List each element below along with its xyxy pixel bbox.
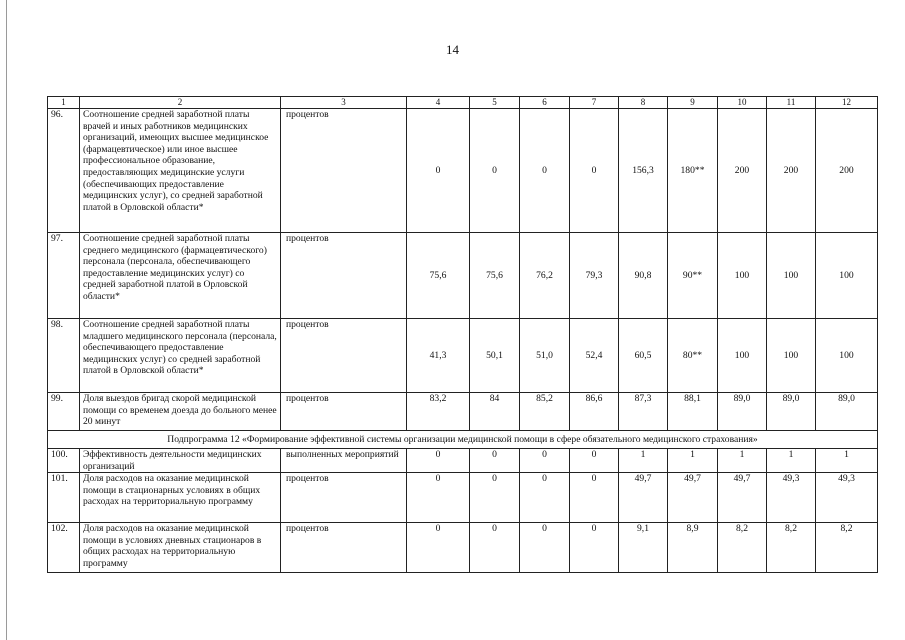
- indicator-name: Доля расходов на оказание медицинской помощи в стационарных условиях в общих расходах на территориальную программу: [80, 473, 281, 523]
- indicator-row: [48, 393, 878, 431]
- indicator-row: [48, 473, 878, 523]
- value-cell: 0: [570, 473, 619, 523]
- value-cell: 1: [767, 449, 816, 473]
- unit-of-measure: процентов: [281, 233, 407, 319]
- value-cell: 1: [816, 449, 878, 473]
- value-cell: 0: [570, 109, 619, 233]
- indicator-name: Соотношение средней заработной платы среднего медицинского (фармацевтического) персонала (персонала, обеспечивающего предоставление медицинских услуг) со средней заработной платой в Орловской области*: [80, 233, 281, 319]
- row-number: 99.: [48, 393, 80, 431]
- column-number: 3: [281, 97, 407, 109]
- value-cell: 89,0: [767, 393, 816, 431]
- value-cell: 51,0: [520, 319, 570, 393]
- indicator-name: Эффективность деятельности медицинских организаций: [80, 449, 281, 473]
- value-cell: 100: [816, 233, 878, 319]
- value-cell: 100: [718, 233, 767, 319]
- value-cell: 89,0: [718, 393, 767, 431]
- column-number: 8: [619, 97, 668, 109]
- value-cell: 0: [570, 523, 619, 573]
- value-cell: 49,3: [816, 473, 878, 523]
- value-cell: 41,3: [407, 319, 470, 393]
- unit-of-measure: выполненных мероприятий: [281, 449, 407, 473]
- value-cell: 0: [407, 523, 470, 573]
- indicator-name: Соотношение средней заработной платы младшего медицинского персонала (персонала, обеспечивающего предоставление медицинских услуг) со средней заработной платой в Орловской области*: [80, 319, 281, 393]
- value-cell: 89,0: [816, 393, 878, 431]
- column-number: 1: [48, 97, 80, 109]
- subprogram-row: [48, 431, 878, 449]
- unit-of-measure: процентов: [281, 523, 407, 573]
- value-cell: 0: [407, 473, 470, 523]
- indicator-name: Доля выездов бригад скорой медицинской помощи со временем доезда до больного менее 20 минут: [80, 393, 281, 431]
- value-cell: 0: [470, 449, 520, 473]
- indicator-row: [48, 319, 878, 393]
- value-cell: 0: [407, 109, 470, 233]
- value-cell: 180**: [668, 109, 718, 233]
- value-cell: 86,6: [570, 393, 619, 431]
- row-number: 102.: [48, 523, 80, 573]
- value-cell: 90,8: [619, 233, 668, 319]
- value-cell: 1: [718, 449, 767, 473]
- unit-of-measure: процентов: [281, 473, 407, 523]
- value-cell: 83,2: [407, 393, 470, 431]
- column-number: 7: [570, 97, 619, 109]
- column-number: 5: [470, 97, 520, 109]
- value-cell: 8,2: [767, 523, 816, 573]
- value-cell: 85,2: [520, 393, 570, 431]
- value-cell: 0: [570, 449, 619, 473]
- value-cell: 52,4: [570, 319, 619, 393]
- row-number: 97.: [48, 233, 80, 319]
- column-number: 12: [816, 97, 878, 109]
- value-cell: 0: [470, 473, 520, 523]
- value-cell: 49,7: [619, 473, 668, 523]
- value-cell: 76,2: [520, 233, 570, 319]
- column-number: 2: [80, 97, 281, 109]
- value-cell: 100: [767, 233, 816, 319]
- value-cell: 49,7: [668, 473, 718, 523]
- column-number: 4: [407, 97, 470, 109]
- value-cell: 88,1: [668, 393, 718, 431]
- value-cell: 87,3: [619, 393, 668, 431]
- subprogram-title: Подпрограмма 12 «Формирование эффективной системы организации медицинской помощи в сфере обязательного медицинского страхования»: [48, 431, 878, 449]
- indicator-row: [48, 449, 878, 473]
- unit-of-measure: процентов: [281, 109, 407, 233]
- value-cell: 90**: [668, 233, 718, 319]
- value-cell: 0: [470, 523, 520, 573]
- value-cell: 1: [668, 449, 718, 473]
- indicators-table: [47, 96, 878, 573]
- value-cell: 80**: [668, 319, 718, 393]
- value-cell: 49,3: [767, 473, 816, 523]
- column-number: 6: [520, 97, 570, 109]
- value-cell: 156,3: [619, 109, 668, 233]
- value-cell: 0: [407, 449, 470, 473]
- value-cell: 8,2: [718, 523, 767, 573]
- row-number: 101.: [48, 473, 80, 523]
- unit-of-measure: процентов: [281, 319, 407, 393]
- column-number: 9: [668, 97, 718, 109]
- value-cell: 200: [767, 109, 816, 233]
- value-cell: 1: [619, 449, 668, 473]
- unit-of-measure: процентов: [281, 393, 407, 431]
- indicator-name: Доля расходов на оказание медицинской помощи в условиях дневных стационаров в общих расходах на территориальную программу: [80, 523, 281, 573]
- indicator-row: [48, 109, 878, 233]
- page-number: 14: [446, 42, 459, 57]
- value-cell: 8,2: [816, 523, 878, 573]
- value-cell: 0: [520, 523, 570, 573]
- value-cell: 200: [816, 109, 878, 233]
- indicator-row: [48, 523, 878, 573]
- value-cell: 79,3: [570, 233, 619, 319]
- row-number: 96.: [48, 109, 80, 233]
- page-left-edge: [6, 0, 7, 640]
- indicator-name: Соотношение средней заработной платы врачей и иных работников медицинских организаций, имеющих высшее медицинское (фармацевтическое) или иное высшее профессиональное образование, предоставляющих медицинские услуги (обеспечивающих предоставление медицинских услуг), со средней заработной платой в Орловской области*: [80, 109, 281, 233]
- value-cell: 0: [520, 449, 570, 473]
- column-number: 11: [767, 97, 816, 109]
- value-cell: 9,1: [619, 523, 668, 573]
- value-cell: 75,6: [470, 233, 520, 319]
- value-cell: 0: [520, 473, 570, 523]
- value-cell: 50,1: [470, 319, 520, 393]
- value-cell: 0: [470, 109, 520, 233]
- value-cell: 200: [718, 109, 767, 233]
- row-number: 100.: [48, 449, 80, 473]
- value-cell: 100: [718, 319, 767, 393]
- value-cell: 49,7: [718, 473, 767, 523]
- value-cell: 0: [520, 109, 570, 233]
- indicator-row: [48, 233, 878, 319]
- column-number: 10: [718, 97, 767, 109]
- column-number-row: [48, 97, 878, 109]
- value-cell: 100: [816, 319, 878, 393]
- value-cell: 84: [470, 393, 520, 431]
- value-cell: 60,5: [619, 319, 668, 393]
- value-cell: 100: [767, 319, 816, 393]
- row-number: 98.: [48, 319, 80, 393]
- value-cell: 75,6: [407, 233, 470, 319]
- value-cell: 8,9: [668, 523, 718, 573]
